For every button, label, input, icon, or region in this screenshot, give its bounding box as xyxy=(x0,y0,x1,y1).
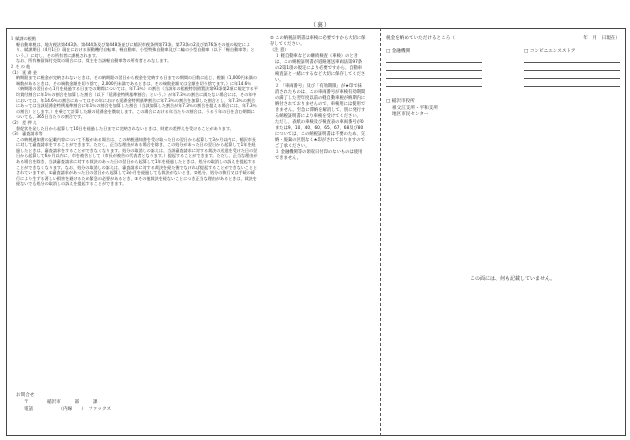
page-side-label: （裏） xyxy=(310,22,332,29)
section-2-2-title: （2） 差 押 え xyxy=(10,119,37,125)
note-3: ３ 金融機関等の領収日付印のないものは使用できません。 xyxy=(275,150,363,161)
bank-box xyxy=(386,49,482,88)
store-lines xyxy=(524,62,620,87)
blank-page-note: この面には、何も記載していません。 xyxy=(470,276,556,282)
inquiry-phone: 電話 （内線 ） ファックス xyxy=(24,407,112,412)
note-1: １ 軽自動車などの継続検査（車検）のときは、この納税証明書が道路運送車両法第97条の2第1項の規定により必要ですから、自動車検査証と一緒にするなど大切に保存してください。 xyxy=(275,54,366,83)
as-of-date: 年 月 日現在） xyxy=(583,36,620,41)
section-2-1-title: （1） 延 滞 金 xyxy=(10,69,37,75)
city-office-block xyxy=(386,99,620,119)
section-1-title: １ 賦課の根拠 xyxy=(10,36,36,41)
section-1-body: 軽自動車税は、地方税法第443条、第444条及び第448条並びに稲沢市税条例第73条、第73条の2及び第76条その他の規定により、賦課期日（4月1日）現在における原動機付自転車、軽自動車、小型特殊自動車及び二輪の小型自動車（以下「軽自動車等」という。）に対し、その所有者に課税されます。 xyxy=(16,41,255,58)
section-2-1-body: 納期限までに税金が完納されないときは、その納期限の翌日から税金を完納する日までの期間の日数に応じ、税額（1,000円未満の端数があるときは、その端数金額を切り捨て、2,000円未満であるときは、その端数金額又は全額を切り捨てます。）に年14.6％（納期限の翌日から1月を経過する日までの期間については、年7.3％）の割合（当該年の租税特別措置法第93条第2項に規定する平均貸付割合に年1％の割合を加算した割合（以下「延滞金特例基準割合」という。）が年7.3％の割合に満たない場合には、その年中においては、年14.6％の割合にあってはその年における延滞金特例基準割合に年7.3％の割合を加算した割合とし、年7.3％の割合にあっては当該延滞金特例基準割合に年1％の割合を加算した割合（当該加算した割合が年7.3％の割合を超える場合には、年7.3％の割合）とします。）を乗じて計算した額の延滞金を徴収します。この場合における年当たりの割合は、うるう年の日を含む期間についても、365日当たりの割合です。 xyxy=(16,75,258,120)
city-office-title: □ 稲沢市役所 xyxy=(386,99,415,104)
section-2-title: ２ そ の 他 xyxy=(10,63,31,69)
note-2b: ただし、表紙の車検及び検査表の車両番号が0または9、10、40、60、65、67、68及び80については、この納税証明書は不要のため、交納・廃棄の区別なく★印がされておりますのでご了承ください。 xyxy=(275,120,365,149)
bank-label: □ 金融機関 xyxy=(386,48,411,54)
city-office-center: 地区市民センター xyxy=(392,112,429,117)
section-3-body: この納税通知書の記載内容について不服がある場合は、この納税通知書を受け取った日の翌日から起算して3か月以内に、稲沢市長に対して審査請求をすることができます。ただし、正当な理由がある場合を除き、この処分があった日の翌日から起算して1年を経過したときは、審査請求をすることができなくなります。処分の取消しの訴えは、当該審査請求に対する裁決の送達を受けた日の翌日から起算して6か月以内に、市を被告として（市長が被告の代表者となります。）提起することができます。ただし、正当な理由がある場合を除き、当該審査請求に対する裁決のあった日の翌日から起算して1年を経過したときは、処分の取消しの訴えを提起することができなくなります。なお、処分の取消しの訴えは、審査請求に対する裁決を経た後でなければ提起することができないこととされていますが、①審査請求があった日の翌日から起算して3か月を経過しても裁決がないとき、②処分、処分の執行又は手続の続行により生ずる著しい損害を避けるため緊急の必要があるとき、③その他裁決を経ないことにつき正当な理由があるときは、裁決を経ないでも処分の取消しの訴えを提起することができます。 xyxy=(16,136,258,187)
middle-item-2: ② この納税証明書は車検に必要ですから大切に保存してください。 xyxy=(270,36,366,47)
inquiry-org: 〒 稲沢市 部 課 xyxy=(24,400,98,405)
section-3-title: （3） 審査請求等 xyxy=(10,131,43,137)
payment-places-title: 税金を納めていただけるところ（ xyxy=(386,36,455,41)
right-panel xyxy=(386,36,620,119)
notes-title: （注 意） xyxy=(270,48,289,53)
store-box xyxy=(524,49,620,88)
section-2-2-body: 督促状を発した日から起算して10日を経過した日までに完納されないときは、財産の差押えを受けることがあります。 xyxy=(16,125,234,131)
inquiry-title: お問合せ xyxy=(16,393,35,398)
inquiry-block xyxy=(16,392,236,413)
store-label: □ コンビニエンスストア xyxy=(524,48,576,54)
section-1-body-2: なお、所有権留保付売買の場合には、買主を当該軽自動車等の所有者とみなします。 xyxy=(16,58,172,64)
bank-lines xyxy=(386,62,482,87)
left-panel xyxy=(10,36,258,187)
city-office-branch: 祖父江支所・平和支所 xyxy=(392,105,438,111)
note-2: ２ 「車両番号」及び「有効期限」が★印で抹消されたものは、この車両番号が車検有効期間の満了した翌年度以前の軽自動車税が納期内に納付されておりませんので、車検用には使用できません。至急に滞納を解消して、別に発行する納税証明書により車検を受けてください。 xyxy=(275,84,366,119)
middle-panel xyxy=(270,36,366,162)
fold-line xyxy=(380,28,381,436)
